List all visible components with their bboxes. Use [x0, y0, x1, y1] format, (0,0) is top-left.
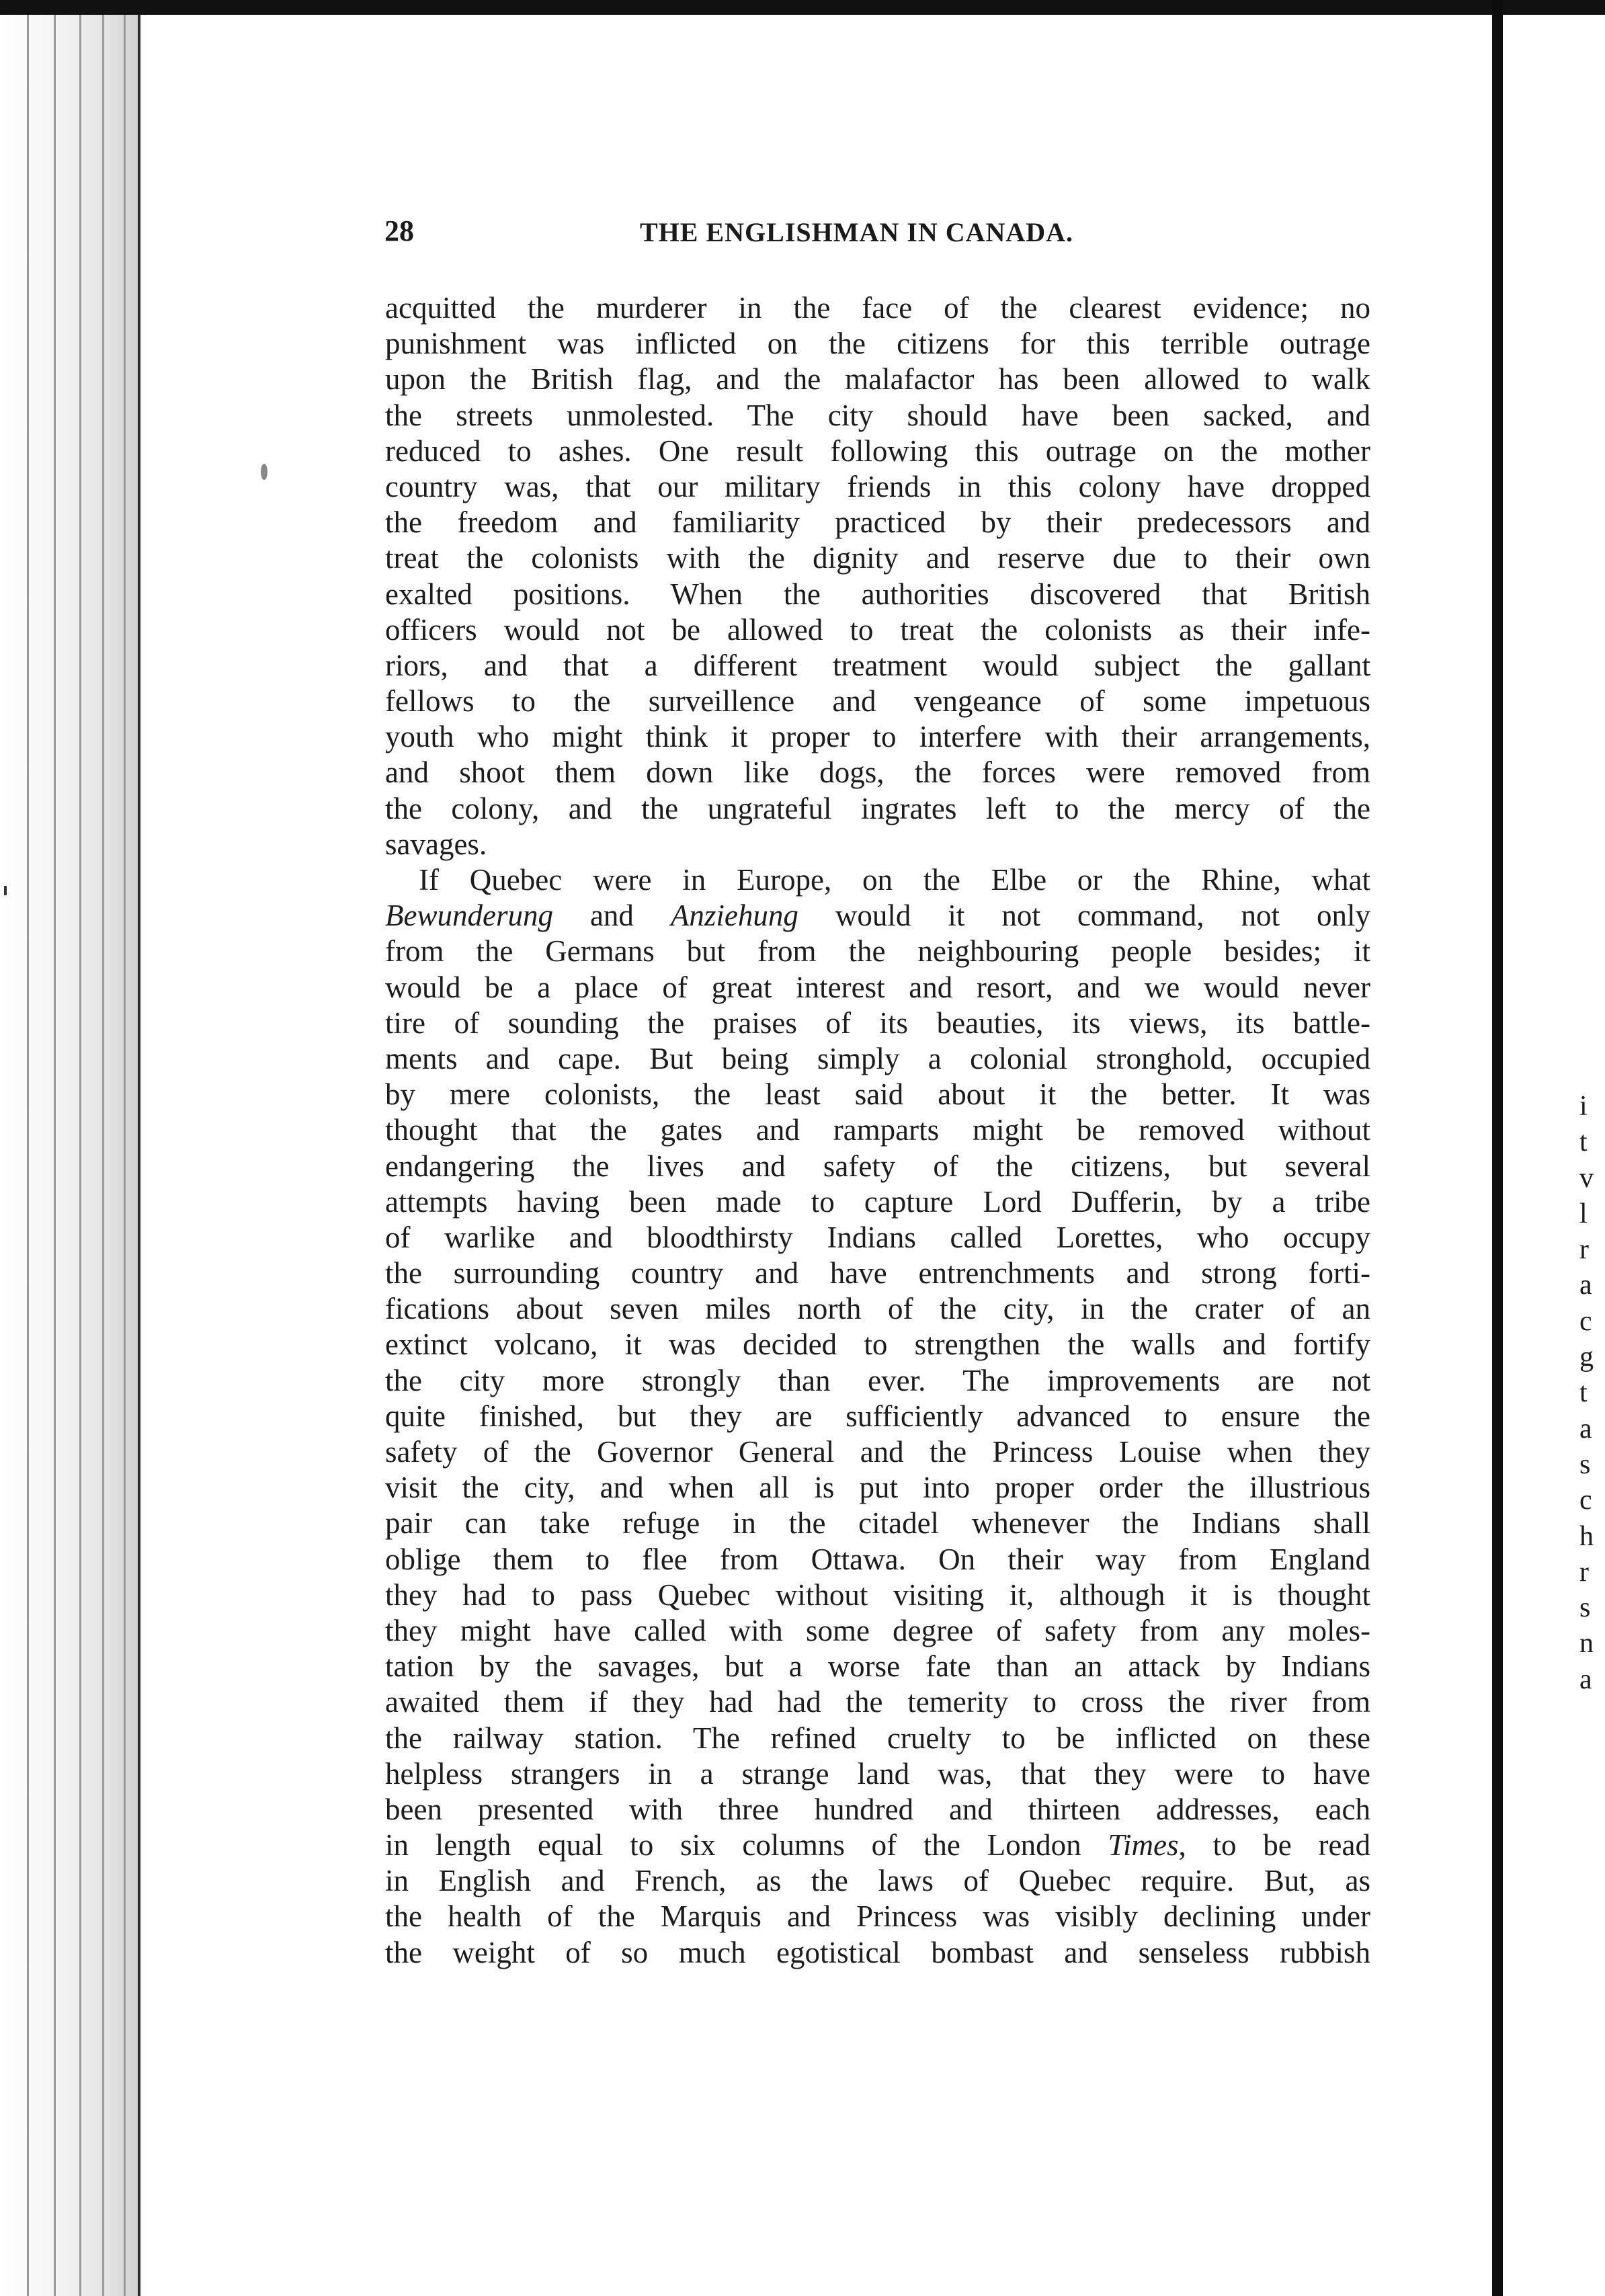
page-edge-line [124, 15, 126, 2296]
text-line: attempts having been made to capture Lord Dufferin, by a tribe [385, 1184, 1370, 1219]
text-line: If Quebec were in Europe, on the Elbe or the Rhine, what [419, 863, 1370, 897]
margin-letter: c [1579, 1485, 1592, 1516]
text-line: the weight of so much egotistical bombast and senseless rubbish [385, 1935, 1370, 1969]
text-line: thought that the gates and ramparts might be removed without [385, 1113, 1370, 1147]
page-edge-line [54, 15, 56, 2296]
text-line: the railway station. The refined cruelty to be inflicted on these [385, 1721, 1370, 1755]
scan-top-edge [0, 0, 1605, 15]
text-line: extinct volcano, it was decided to strengthen the walls and fortify [385, 1327, 1370, 1362]
text-line: would be a place of great interest and resort, and we would never [385, 970, 1370, 1004]
running-title: THE ENGLISHMAN IN CANADA. [640, 217, 1074, 247]
text-line: helpless strangers in a strange land was, that they were to have [385, 1756, 1370, 1791]
margin-letter: a [1579, 1664, 1592, 1695]
text-line: fellows to the surveillence and vengeance of some impetuous [385, 684, 1370, 719]
text-line: they had to pass Quebec without visiting it, although it is thought [385, 1577, 1370, 1612]
text-line: pair can take refuge in the citadel whenever the Indians shall [385, 1506, 1370, 1541]
margin-letter: v [1579, 1162, 1594, 1194]
text-line: youth who might think it proper to interfere with their arrangements, [385, 720, 1370, 754]
adjacent-page-text [1579, 1089, 1605, 1698]
text-line: in length equal to six columns of the London Times, to be read [385, 1828, 1370, 1862]
text-line: they might have called with some degree of safety from any moles- [385, 1613, 1370, 1647]
text-line: the surrounding country and have entrenchments and strong forti- [385, 1256, 1370, 1290]
text-line: of warlike and bloodthirsty Indians called Lorettes, who occupy [385, 1220, 1370, 1254]
text-line: savages. [385, 827, 487, 861]
page-edge-line [27, 15, 29, 2296]
margin-letter: c [1579, 1305, 1592, 1337]
margin-letter: s [1579, 1592, 1591, 1624]
page-edge-line [79, 15, 81, 2296]
text-line: awaited them if they had had the temerity to cross the river from [385, 1685, 1370, 1719]
text-line: endangering the lives and safety of the citizens, but several [385, 1149, 1370, 1183]
text-line: oblige them to flee from Ottawa. On their way from England [385, 1542, 1370, 1576]
margin-letter: l [1579, 1198, 1588, 1229]
margin-letter: h [1579, 1520, 1594, 1552]
margin-letter: t [1579, 1126, 1588, 1158]
text-line: in English and French, as the laws of Quebec require. But, as [385, 1864, 1370, 1898]
book-spine [1492, 0, 1503, 2296]
text-line: and shoot them down like dogs, the forces were removed from [385, 755, 1370, 790]
text-line: from the Germans but from the neighbouring people besides; it [385, 934, 1370, 969]
edge-mark [4, 886, 7, 895]
text-line: treat the colonists with the dignity and reserve due to their own [385, 541, 1370, 575]
text-line: visit the city, and when all is put into proper order the illustrious [385, 1471, 1370, 1505]
margin-letter: a [1579, 1413, 1592, 1444]
text-line: quite finished, but they are sufficiently advanced to ensure the [385, 1399, 1370, 1433]
margin-letter: g [1579, 1342, 1594, 1373]
italic-word: Anziehung [670, 899, 798, 933]
text-line: the city more strongly than ever. The improvements are not [385, 1363, 1370, 1397]
running-head [384, 214, 1374, 254]
margin-letter: i [1579, 1091, 1588, 1122]
text-line: safety of the Governor General and the Princess Louise when they [385, 1435, 1370, 1469]
text-line: the freedom and familiarity practiced by their predecessors and [385, 505, 1370, 540]
margin-letter: r [1579, 1556, 1589, 1588]
text-line: upon the British flag, and the malafactor has been allowed to walk [385, 362, 1370, 397]
text-line: tation by the savages, but a worse fate than an attack by Indians [385, 1649, 1370, 1684]
page-number: 28 [384, 214, 414, 247]
margin-letter: a [1579, 1270, 1592, 1301]
page-stack-edge [0, 15, 141, 2296]
text-line: officers would not be allowed to treat the colonists as their infe- [385, 612, 1370, 647]
page-edge-line [102, 15, 104, 2296]
margin-letter: t [1579, 1377, 1588, 1409]
text-line: been presented with three hundred and thirteen addresses, each [385, 1792, 1370, 1826]
text-line: by mere colonists, the least said about it the better. It was [385, 1077, 1370, 1112]
text-line: punishment was inflicted on the citizens for this terrible outrage [385, 327, 1370, 361]
text-line: Bewunderung and Anziehung would it not command, not only [385, 899, 1370, 933]
margin-letter: n [1579, 1628, 1594, 1659]
italic-word: Times [1108, 1828, 1179, 1862]
body-text [385, 290, 1370, 1971]
text-line: tire of sounding the praises of its beauties, its views, its battle- [385, 1006, 1370, 1040]
ink-speck [261, 464, 268, 480]
text-line: the health of the Marquis and Princess was visibly declining under [385, 1899, 1370, 1934]
italic-word: Bewunderung [385, 899, 553, 933]
text-line: country was, that our military friends in this colony have dropped [385, 469, 1370, 503]
margin-letter: s [1579, 1448, 1591, 1480]
text-line: the streets unmolested. The city should have been sacked, and [385, 398, 1370, 432]
text-line: ments and cape. But being simply a colonial stronghold, occupied [385, 1041, 1370, 1075]
text-line: the colony, and the ungrateful ingrates left to the mercy of the [385, 791, 1370, 825]
margin-letter: r [1579, 1234, 1589, 1266]
text-line: acquitted the murderer in the face of the clearest evidence; no [385, 291, 1370, 325]
text-line: reduced to ashes. One result following this outrage on the mother [385, 434, 1370, 468]
text-line: riors, and that a different treatment would subject the gallant [385, 648, 1370, 682]
text-line: exalted positions. When the authorities discovered that British [385, 577, 1370, 611]
text-line: fications about seven miles north of the city, in the crater of an [385, 1292, 1370, 1326]
